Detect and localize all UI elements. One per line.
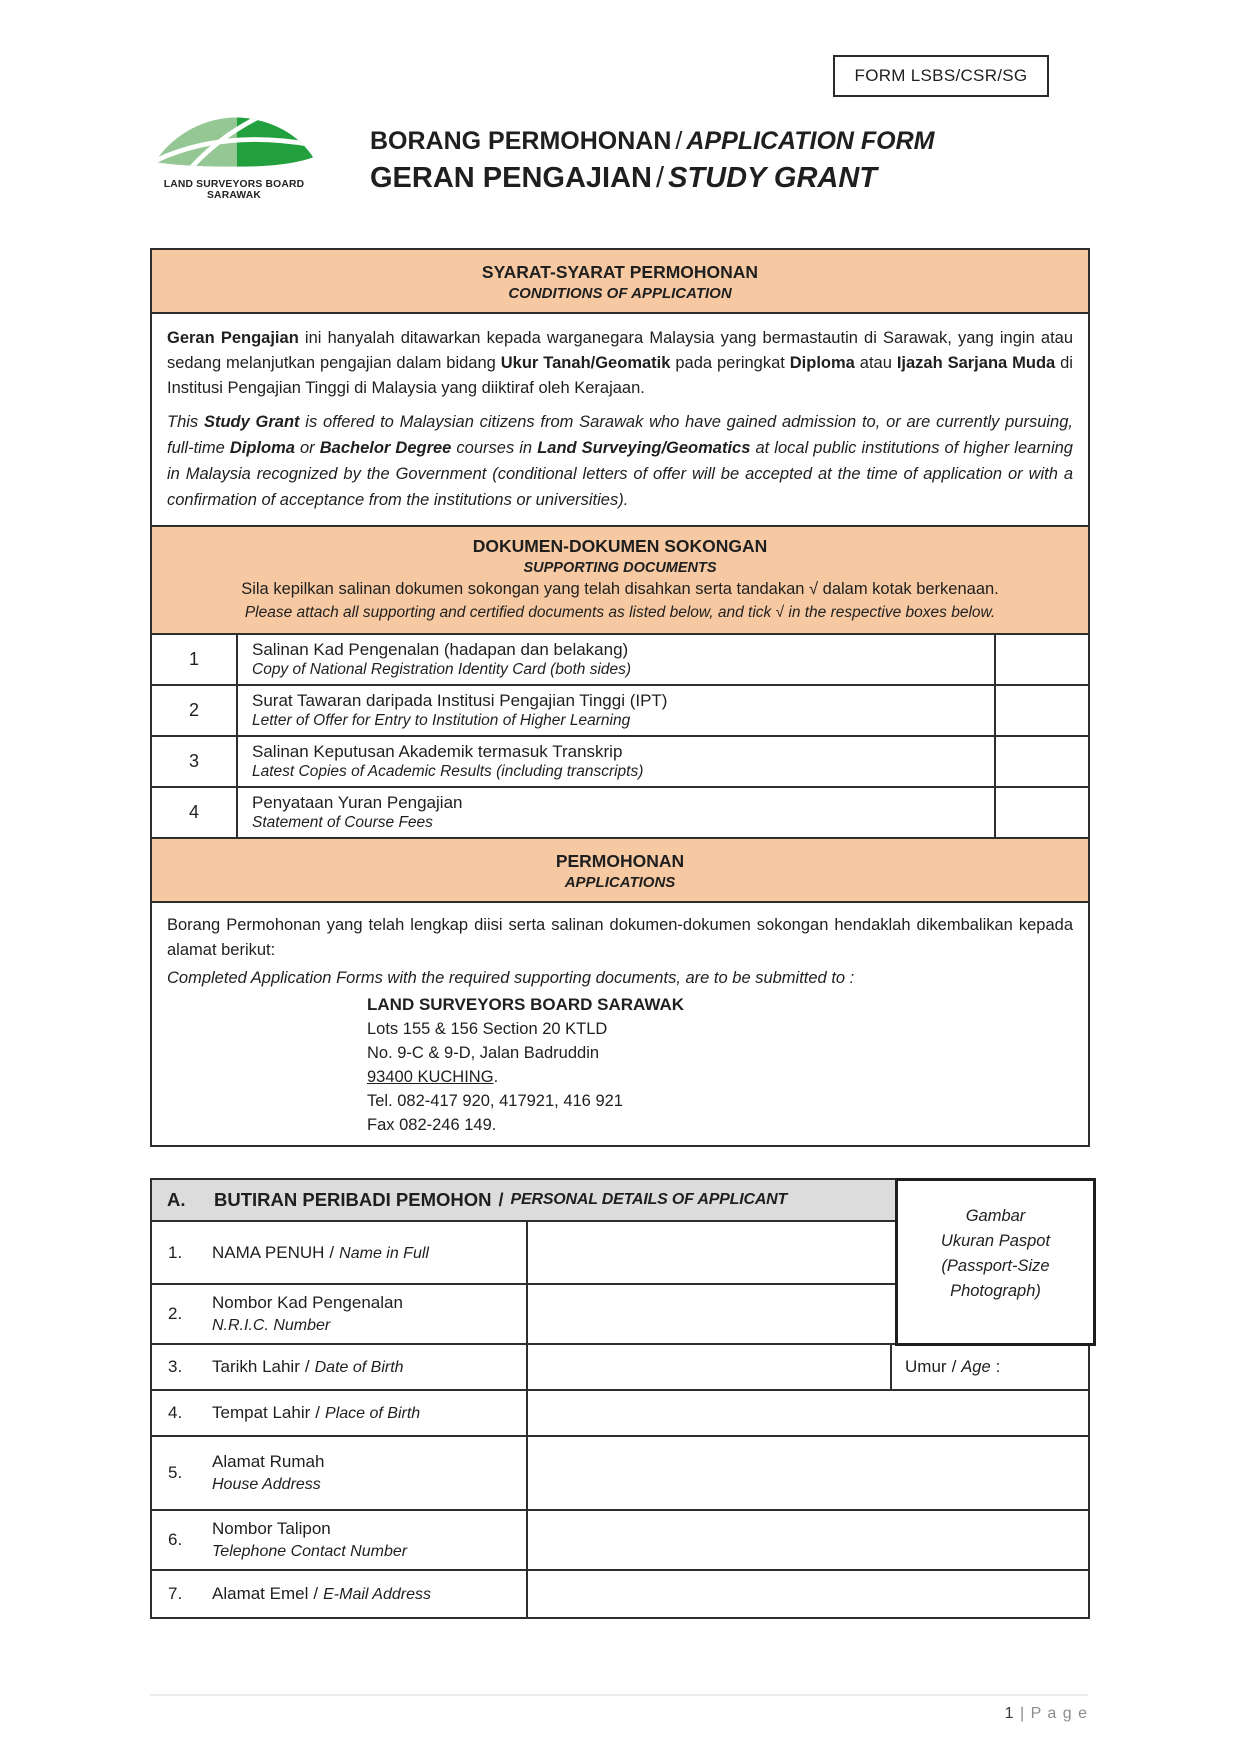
field-label-english: Date of Birth xyxy=(314,1359,404,1376)
field-number: 6. xyxy=(168,1530,183,1549)
applications-header xyxy=(152,837,1088,901)
title1-english: APPLICATION FORM xyxy=(686,127,935,155)
lsbs-logo-icon xyxy=(153,112,315,172)
form-code-label: FORM LSBS/CSR/SG xyxy=(854,66,1028,85)
conditions-header xyxy=(152,250,1088,312)
document-number: 4 xyxy=(152,788,238,837)
field-label-malay: Nombor Talipon xyxy=(212,1519,331,1538)
field-label-malay: Alamat Rumah xyxy=(212,1452,325,1471)
document-title-english: Copy of National Registration Identity Card (both sides) xyxy=(252,661,632,678)
conditions-heading-malay: SYARAT-SYARAT PERMOHONAN xyxy=(481,262,759,282)
field-label-separator: / xyxy=(313,1584,319,1603)
document-title-english: Statement of Course Fees xyxy=(252,814,433,831)
document-number: 3 xyxy=(152,737,238,786)
document-row-4 xyxy=(152,786,1088,837)
documents-note-malay: Sila kepilkan salinan dokumen sokongan yang telah disahkan serta tandakan √ dalam kotak berkenaan. xyxy=(241,580,999,598)
address-line-1: Lots 155 & 156 Section 20 KTLD xyxy=(367,1020,608,1038)
photo-box-line-4: Photograph) xyxy=(950,1282,1041,1300)
field-label-english: Place of Birth xyxy=(325,1405,421,1422)
address-fax: Fax 082-246 149. xyxy=(367,1116,497,1134)
title2-malay: GERAN PENGAJIAN xyxy=(370,162,652,194)
title1-separator: / xyxy=(675,127,683,155)
page-label: P a g e xyxy=(1030,1705,1088,1722)
field-label-english: Name in Full xyxy=(339,1244,429,1262)
field-label xyxy=(152,1391,528,1435)
passport-photo-box[interactable] xyxy=(895,1178,1096,1346)
document-title-malay: Salinan Keputusan Akademik termasuk Transkrip xyxy=(252,742,623,761)
applications-heading-english: APPLICATIONS xyxy=(564,874,676,891)
field-label xyxy=(152,1222,528,1283)
field-label-english: E-Mail Address xyxy=(323,1586,431,1603)
field-number: 5. xyxy=(168,1463,183,1482)
title-line-1 xyxy=(370,126,935,156)
field-row-date-of-birth xyxy=(152,1343,1088,1389)
document-title-malay: Penyataan Yuran Pengajian xyxy=(252,793,463,812)
conditions-paragraph-english: This Study Grant is offered to Malaysian citizens from Sarawak who have gained admission to, or are currently pursuing, full-time Diploma or Bachelor Degree courses in Land Surveying/Geomatics at local public institutions of higher learning in Malaysia recognized by the Government (conditional letters of offer will be accepted at the time of application or with a confirmation of acceptance from the institutions or universities). xyxy=(167,413,1073,509)
conditions-heading-english: CONDITIONS OF APPLICATION xyxy=(508,285,732,302)
document-title-malay: Surat Tawaran daripada Institusi Pengajian Tinggi (IPT) xyxy=(252,691,668,710)
age-colon: : xyxy=(995,1357,1001,1376)
age-label-english: Age xyxy=(961,1357,991,1376)
page-separator: | xyxy=(1019,1705,1026,1722)
field-label-english: Telephone Contact Number xyxy=(212,1543,408,1560)
field-label-english: N.R.I.C. Number xyxy=(212,1317,331,1334)
photo-box-line-1: Gambar xyxy=(965,1207,1026,1225)
document-row-3 xyxy=(152,735,1088,786)
age-field[interactable] xyxy=(892,1345,1088,1389)
title1-malay: BORANG PERMOHONAN xyxy=(370,127,672,155)
field-label-malay: NAMA PENUH xyxy=(212,1242,325,1262)
address-line-2: No. 9-C & 9-D, Jalan Badruddin xyxy=(367,1044,600,1062)
conditions-and-documents-box xyxy=(150,248,1090,1147)
documents-heading-malay: DOKUMEN-DOKUMEN SOKONGAN xyxy=(472,536,768,556)
document-row-1 xyxy=(152,633,1088,684)
document-description xyxy=(238,737,994,786)
field-label-separator: / xyxy=(315,1403,321,1422)
section-a-personal-details xyxy=(150,1178,1090,1619)
conditions-body xyxy=(152,312,1088,525)
document-description xyxy=(238,635,994,684)
field-row-telephone xyxy=(152,1509,1088,1569)
field-label-malay: Tempat Lahir xyxy=(212,1403,311,1422)
document-number: 2 xyxy=(152,686,238,735)
field-label xyxy=(152,1285,528,1343)
section-letter: A. xyxy=(167,1189,186,1210)
section-a-heading-english: PERSONAL DETAILS OF APPLICANT xyxy=(510,1191,788,1208)
field-label-malay: Tarikh Lahir xyxy=(212,1357,300,1376)
photo-box-line-3: (Passport-Size xyxy=(941,1257,1050,1275)
address-telephone: Tel. 082-417 920, 417921, 416 921 xyxy=(367,1092,623,1110)
title2-separator: / xyxy=(656,162,665,194)
form-code-box xyxy=(833,55,1049,97)
field-row-email xyxy=(152,1569,1088,1617)
field-row-place-of-birth xyxy=(152,1389,1088,1435)
tick-box-2[interactable] xyxy=(994,686,1088,735)
form-title xyxy=(370,126,935,196)
field-label xyxy=(152,1437,528,1509)
document-row-2 xyxy=(152,684,1088,735)
field-label-separator: / xyxy=(329,1242,335,1262)
document-title-english: Letter of Offer for Entry to Institution of Higher Learning xyxy=(252,712,631,729)
field-number: 4. xyxy=(168,1403,183,1422)
photo-box-line-2: Ukuran Paspot xyxy=(940,1232,1051,1250)
document-number: 1 xyxy=(152,635,238,684)
page-number: 1 xyxy=(1004,1705,1015,1722)
lsbs-logo xyxy=(150,112,318,201)
field-label-malay: Nombor Kad Pengenalan xyxy=(212,1293,403,1312)
field-number: 2. xyxy=(168,1304,183,1323)
logo-caption: LAND SURVEYORS BOARD SARAWAK xyxy=(163,179,305,201)
submission-paragraph-english: Completed Application Forms with the required supporting documents, are to be submitted to : xyxy=(167,969,855,987)
conditions-paragraph-malay: Geran Pengajian ini hanyalah ditawarkan kepada warganegara Malaysia yang bermastautin di Sarawak, yang ingin atau sedang melanjutkan pengajian dalam bidang Ukur Tanah/Geomatik pada peringkat Diploma atau Ijazah Sarjana Muda di Institusi Pengajian Tinggi di Malaysia yang diiktiraf oleh Kerajaan. xyxy=(167,329,1074,397)
document-title-malay: Salinan Kad Pengenalan (hadapan dan belakang) xyxy=(252,640,629,659)
document-description xyxy=(238,788,994,837)
title-line-2 xyxy=(370,160,935,196)
tick-box-1[interactable] xyxy=(994,635,1088,684)
field-label-separator: / xyxy=(304,1357,310,1376)
telephone-field[interactable] xyxy=(528,1511,1088,1569)
field-label-malay: Alamat Emel xyxy=(212,1584,309,1603)
title2-english: STUDY GRANT xyxy=(668,162,877,194)
documents-heading-english: SUPPORTING DOCUMENTS xyxy=(523,560,717,576)
page-footer xyxy=(150,1694,1088,1723)
section-a-separator: / xyxy=(498,1189,504,1210)
place-of-birth-field[interactable] xyxy=(528,1391,1088,1435)
field-number: 1. xyxy=(168,1242,183,1262)
submission-address xyxy=(367,993,1073,1137)
applications-heading-malay: PERMOHONAN xyxy=(555,851,685,871)
age-label-separator: / xyxy=(951,1357,957,1376)
tick-box-3[interactable] xyxy=(994,737,1088,786)
house-address-field[interactable] xyxy=(528,1437,1088,1509)
field-label xyxy=(152,1511,528,1569)
date-of-birth-field[interactable] xyxy=(528,1345,892,1389)
field-number: 7. xyxy=(168,1584,183,1603)
documents-note-english: Please attach all supporting and certified documents as listed below, and tick √ in the respective boxes below. xyxy=(244,604,996,621)
age-label-malay: Umur xyxy=(905,1357,947,1376)
field-label xyxy=(152,1345,528,1389)
tick-box-4[interactable] xyxy=(994,788,1088,837)
field-label-english: House Address xyxy=(212,1476,321,1493)
supporting-documents-header xyxy=(152,525,1088,633)
field-number: 3. xyxy=(168,1357,183,1376)
applications-body xyxy=(152,901,1088,1145)
section-a-heading-malay: BUTIRAN PERIBADI PEMOHON xyxy=(214,1189,492,1210)
field-label xyxy=(152,1571,528,1617)
address-organisation: LAND SURVEYORS BOARD SARAWAK xyxy=(367,995,685,1014)
field-row-house-address xyxy=(152,1435,1088,1509)
document-description xyxy=(238,686,994,735)
email-field[interactable] xyxy=(528,1571,1088,1617)
address-city: 93400 KUCHING. xyxy=(367,1068,499,1086)
document-title-english: Latest Copies of Academic Results (including transcripts) xyxy=(252,763,644,780)
submission-paragraph-malay: Borang Permohonan yang telah lengkap diisi serta salinan dokumen-dokumen sokongan hendaklah dikembalikan kepada alamat berikut: xyxy=(167,916,1073,959)
